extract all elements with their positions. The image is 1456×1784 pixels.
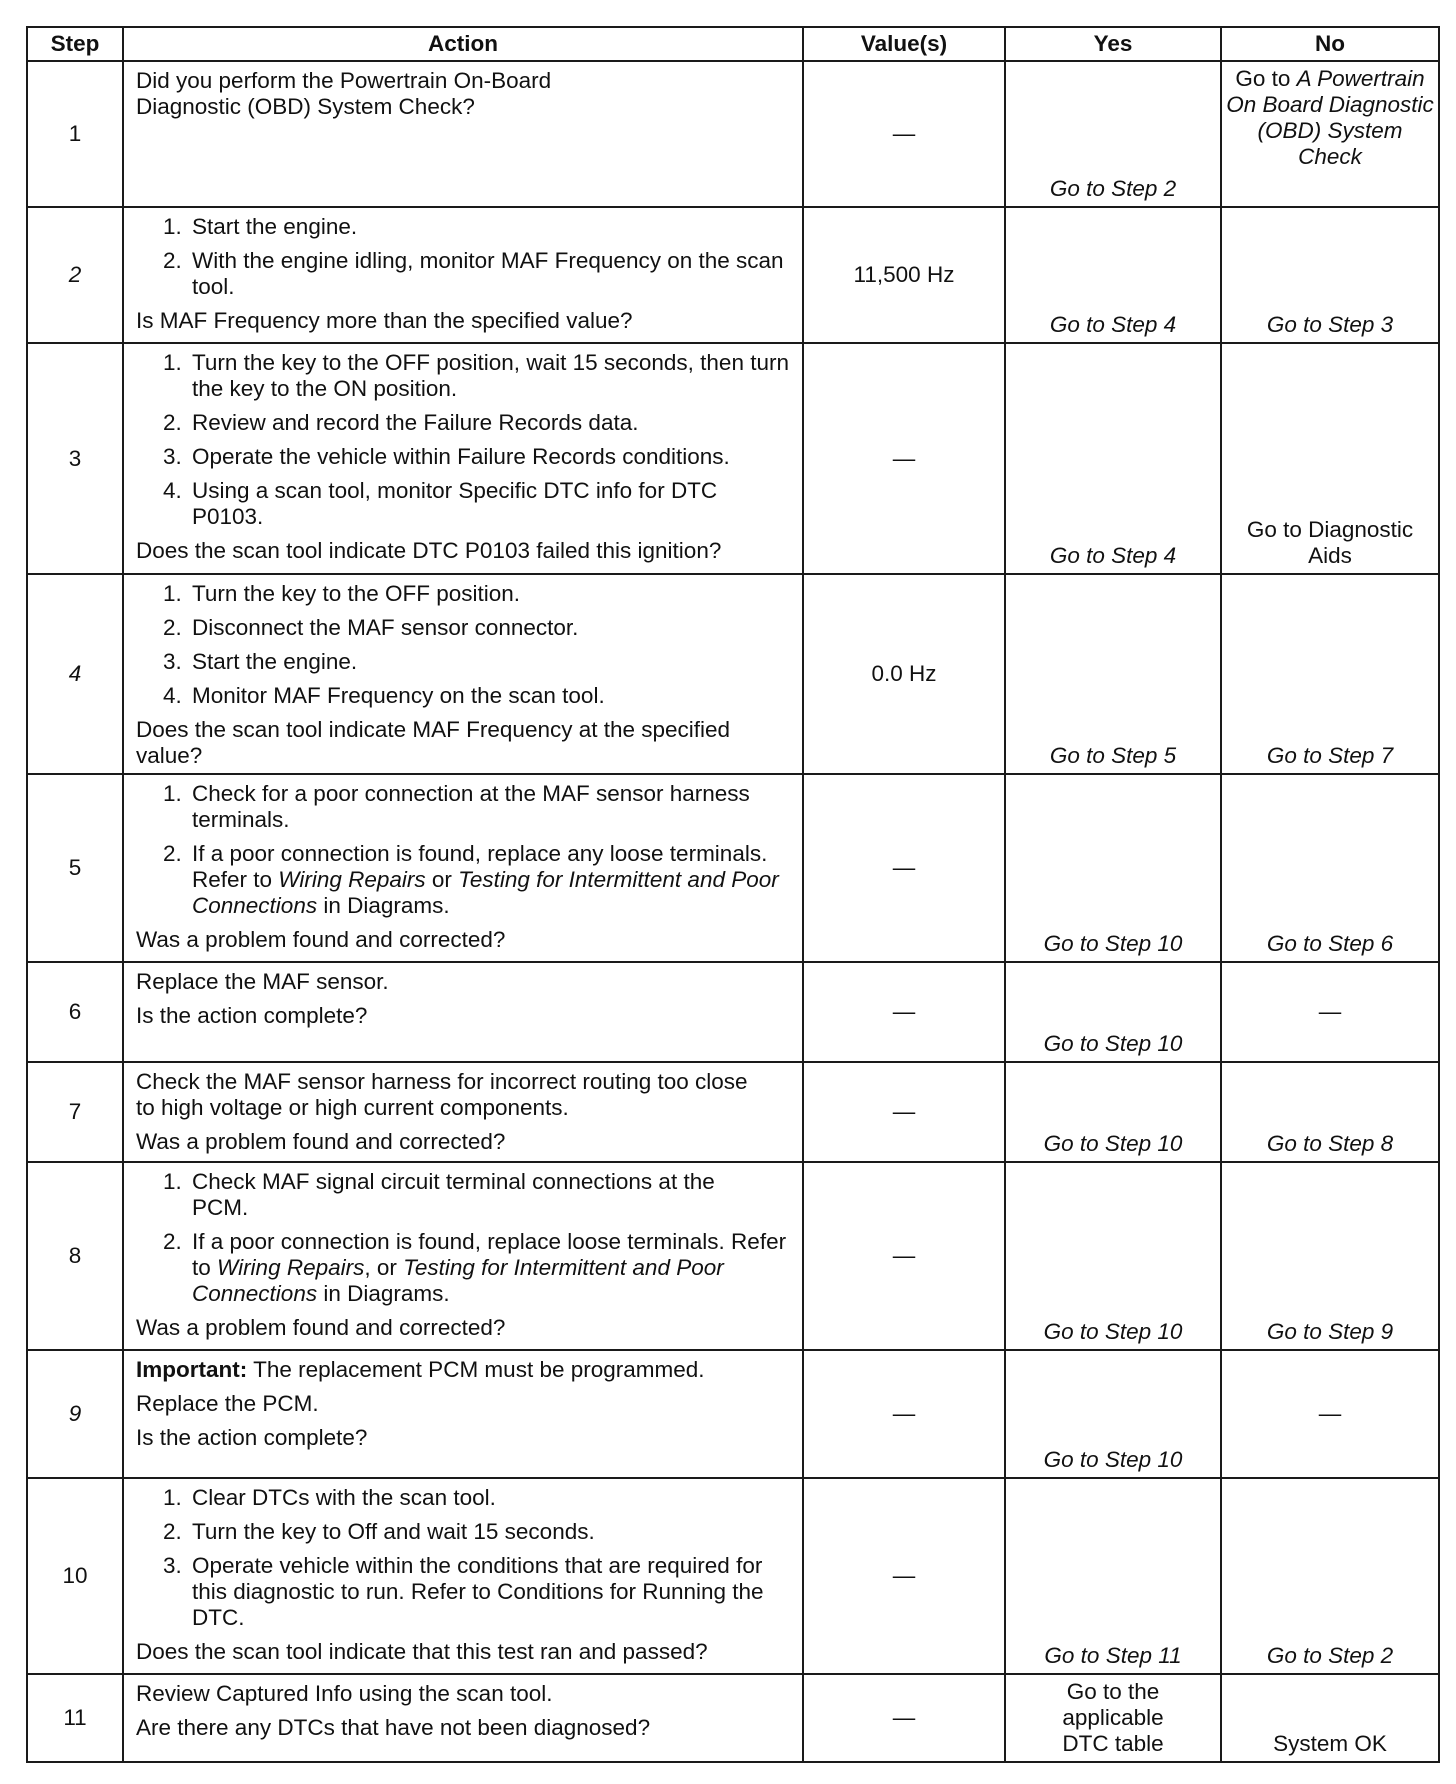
action-question: Does the scan tool indicate MAF Frequency at the specified value? <box>136 717 731 768</box>
text-run: , or <box>364 1255 404 1280</box>
table-row-step-8 <box>27 1162 1439 1350</box>
text-run: or <box>425 867 459 892</box>
yes-cell: Go to Step 10 <box>1005 1350 1221 1478</box>
list-item: 2. Disconnect the MAF sensor connector. <box>188 615 792 641</box>
step-number: 2 <box>27 207 123 343</box>
reference-link: Wiring Repairs <box>217 1255 365 1280</box>
yes-cell: Go to Step 10 <box>1005 774 1221 962</box>
yes-cell: Go to Step 5 <box>1005 574 1221 774</box>
value-cell: 11,500 Hz <box>803 207 1005 343</box>
yes-cell: Go to Step 10 <box>1005 962 1221 1062</box>
value-cell: — <box>803 962 1005 1062</box>
action-cell <box>123 774 803 962</box>
action-cell <box>123 1478 803 1674</box>
no-cell <box>1221 61 1439 207</box>
action-text: Replace the PCM. <box>136 1391 319 1416</box>
header-no: No <box>1221 27 1439 61</box>
step-number: 4 <box>27 574 123 774</box>
table-row-step-4 <box>27 574 1439 774</box>
action-cell <box>123 574 803 774</box>
table-row-step-6 <box>27 962 1439 1062</box>
text-run: If a poor connection is found, replace loose terminals. Refer to <box>192 1229 787 1280</box>
list-item: 2. With the engine idling, monitor MAF Frequency on the scan tool. <box>188 248 792 300</box>
value-cell: — <box>803 1062 1005 1162</box>
no-cell: Go to Step 2 <box>1221 1478 1439 1674</box>
action-text: Review Captured Info using the scan tool. <box>136 1681 553 1706</box>
value-cell: — <box>803 774 1005 962</box>
action-cell <box>123 1062 803 1162</box>
header-values: Value(s) <box>803 27 1005 61</box>
action-cell <box>123 962 803 1062</box>
list-item: 3. Operate vehicle within the conditions that are required for this diagnostic to run. Refer to Conditions for Running the DTC. <box>188 1553 792 1631</box>
no-prefix: Go to <box>1235 66 1297 91</box>
action-cell <box>123 343 803 574</box>
yes-cell: Go to Step 10 <box>1005 1162 1221 1350</box>
step-number: 1 <box>27 61 123 207</box>
action-question: Is the action complete? <box>136 1003 368 1028</box>
table-row-step-1 <box>27 61 1439 207</box>
value-cell: — <box>803 1478 1005 1674</box>
action-question: Are there any DTCs that have not been diagnosed? <box>136 1715 651 1740</box>
list-item <box>188 841 792 919</box>
table-row-step-11 <box>27 1674 1439 1762</box>
action-question: Is the action complete? <box>136 1425 368 1450</box>
action-question: Was a problem found and corrected? <box>136 927 506 952</box>
yes-cell: Go to Step 11 <box>1005 1478 1221 1674</box>
important-label: Important: <box>136 1357 248 1382</box>
value-cell: — <box>803 1674 1005 1762</box>
action-list <box>136 781 792 919</box>
header-action: Action <box>123 27 803 61</box>
table-row-step-5 <box>27 774 1439 962</box>
reference-link: Testing for Intermittent and Poor Connections <box>192 1255 724 1306</box>
list-item: 1. Check for a poor connection at the MAF sensor harness terminals. <box>188 781 792 833</box>
value-cell: — <box>803 61 1005 207</box>
important-note <box>136 1357 792 1383</box>
reference-link: Testing for Intermittent and Poor Connections <box>192 867 779 918</box>
list-item: 2. Review and record the Failure Records data. <box>188 410 792 436</box>
value-cell: — <box>803 1162 1005 1350</box>
no-cell: System OK <box>1221 1674 1439 1762</box>
action-text: Replace the MAF sensor. <box>136 969 389 994</box>
action-question: Does the scan tool indicate that this test ran and passed? <box>136 1639 708 1664</box>
step-number: 11 <box>27 1674 123 1762</box>
step-number: 7 <box>27 1062 123 1162</box>
header-step: Step <box>27 27 123 61</box>
table-row-step-9 <box>27 1350 1439 1478</box>
yes-cell: Go to Step 4 <box>1005 343 1221 574</box>
no-cell: Go to Step 3 <box>1221 207 1439 343</box>
step-number: 5 <box>27 774 123 962</box>
list-item: 4. Monitor MAF Frequency on the scan tool. <box>188 683 792 709</box>
step-number: 6 <box>27 962 123 1062</box>
action-cell <box>123 1350 803 1478</box>
action-question: Does the scan tool indicate DTC P0103 failed this ignition? <box>136 538 722 563</box>
reference-link: Wiring Repairs <box>278 867 426 892</box>
value-cell: — <box>803 343 1005 574</box>
text-run: in Diagrams. <box>317 893 450 918</box>
diagnostic-table <box>26 26 1440 1763</box>
yes-cell: Go to Step 2 <box>1005 61 1221 207</box>
table-row-step-10 <box>27 1478 1439 1674</box>
action-list <box>136 350 792 530</box>
action-cell <box>123 1674 803 1762</box>
no-cell: — <box>1221 1350 1439 1478</box>
text-run: If a poor connection is found, replace any loose terminals. Refer to <box>192 841 768 892</box>
action-question: Is MAF Frequency more than the specified value? <box>136 308 633 333</box>
no-cell: Go to Step 8 <box>1221 1062 1439 1162</box>
no-cell: Go to Step 6 <box>1221 774 1439 962</box>
value-cell: — <box>803 1350 1005 1478</box>
step-number: 3 <box>27 343 123 574</box>
list-item <box>188 1229 792 1307</box>
action-list <box>136 581 792 709</box>
no-cell: — <box>1221 962 1439 1062</box>
action-question: Was a problem found and corrected? <box>136 1129 506 1154</box>
list-item: 1. Turn the key to the OFF position, wait 15 seconds, then turn the key to the ON position. <box>188 350 792 402</box>
no-cell: Go to Step 9 <box>1221 1162 1439 1350</box>
table-row-step-7 <box>27 1062 1439 1162</box>
step-number: 8 <box>27 1162 123 1350</box>
action-text: Check the MAF sensor harness for incorrect routing too close to high voltage or high current components. <box>136 1069 748 1120</box>
header-row <box>27 27 1439 61</box>
list-item: 3. Operate the vehicle within Failure Records conditions. <box>188 444 792 470</box>
action-cell <box>123 207 803 343</box>
action-cell <box>123 61 803 207</box>
important-text: The replacement PCM must be programmed. <box>247 1357 705 1382</box>
action-text: Did you perform the Powertrain On-Board Diagnostic (OBD) System Check? <box>136 68 552 119</box>
step-number: 10 <box>27 1478 123 1674</box>
list-item: 1. Check MAF signal circuit terminal connections at the PCM. <box>188 1169 792 1221</box>
list-item: 3. Start the engine. <box>188 649 792 675</box>
no-link: A Powertrain On Board Diagnostic (OBD) System Check <box>1226 66 1434 169</box>
value-cell: 0.0 Hz <box>803 574 1005 774</box>
table-row-step-2 <box>27 207 1439 343</box>
yes-cell: Go to Step 10 <box>1005 1062 1221 1162</box>
no-cell: Go to Diagnostic Aids <box>1221 343 1439 574</box>
list-item: 4. Using a scan tool, monitor Specific DTC info for DTC P0103. <box>188 478 792 530</box>
list-item: 1. Clear DTCs with the scan tool. <box>188 1485 792 1511</box>
action-cell <box>123 1162 803 1350</box>
no-cell: Go to Step 7 <box>1221 574 1439 774</box>
yes-cell: Go to the applicable DTC table <box>1005 1674 1221 1762</box>
action-list <box>136 1485 792 1631</box>
action-question: Was a problem found and corrected? <box>136 1315 506 1340</box>
list-item: 2. Turn the key to Off and wait 15 seconds. <box>188 1519 792 1545</box>
list-item: 1. Turn the key to the OFF position. <box>188 581 792 607</box>
list-item: 1. Start the engine. <box>188 214 792 240</box>
header-yes: Yes <box>1005 27 1221 61</box>
step-number: 9 <box>27 1350 123 1478</box>
table-row-step-3 <box>27 343 1439 574</box>
action-list <box>136 1169 792 1307</box>
text-run: in Diagrams. <box>317 1281 450 1306</box>
action-list <box>136 214 792 300</box>
yes-cell: Go to Step 4 <box>1005 207 1221 343</box>
